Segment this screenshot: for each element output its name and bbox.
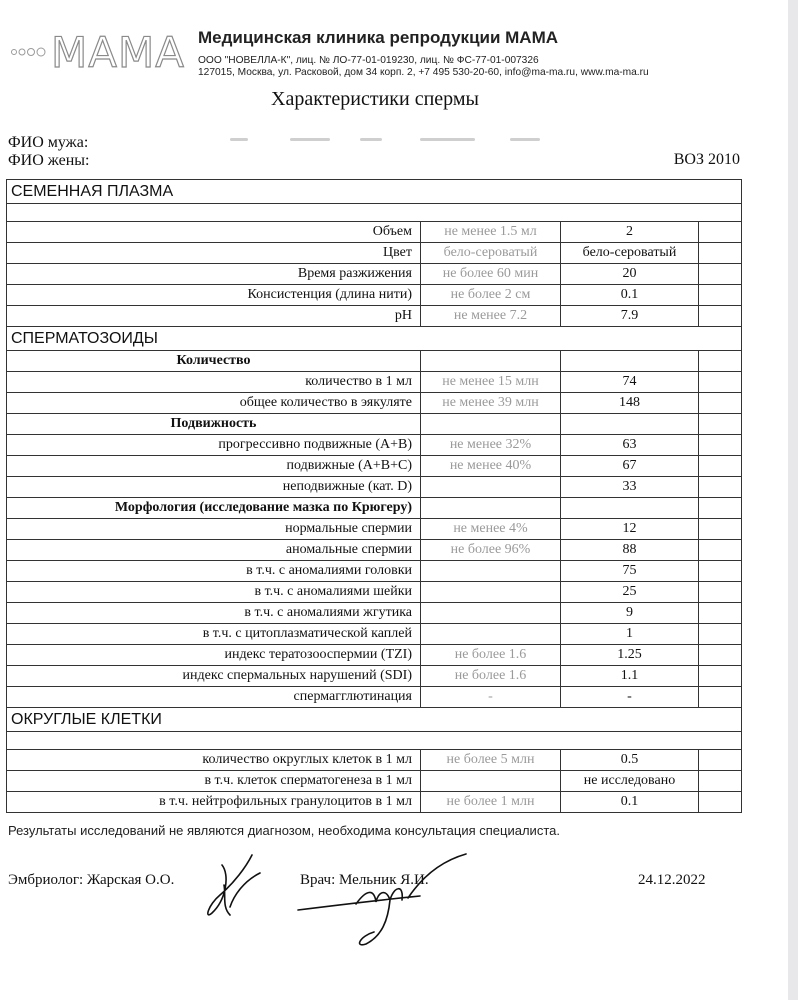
blank-cell [699,435,742,456]
result-row [7,603,742,624]
result-row [7,243,742,264]
blank-cell [699,603,742,624]
document-title: Характеристики спермы [271,88,479,110]
blank-cell [699,540,742,561]
parameter-name: количество округлых клеток в 1 мл [7,750,421,771]
reference-norm: бело-сероватый [421,243,561,264]
result-value: 9 [561,603,699,624]
blank-cell [699,624,742,645]
parameter-name: аномальные спермии [7,540,421,561]
blank-cell [699,750,742,771]
result-row [7,792,742,813]
result-row [7,624,742,645]
result-row [7,582,742,603]
result-value: 20 [561,264,699,285]
blank-cell [421,351,561,372]
parameter-name: в т.ч. с аномалиями жгутика [7,603,421,624]
section-plasma [7,180,742,204]
count-subheader-label: Количество [7,351,421,372]
result-row [7,264,742,285]
wife-name-label: ФИО жены: [8,152,90,169]
redacted-name [230,138,560,148]
parameter-name: pH [7,306,421,327]
result-row [7,285,742,306]
parameter-name: нормальные спермии [7,519,421,540]
round-cells-spacer-cell [7,732,742,750]
blank-cell [699,771,742,792]
result-row [7,519,742,540]
section-plasma-title: СЕМЕННАЯ ПЛАЗМА [7,180,742,204]
result-row [7,666,742,687]
result-row [7,222,742,243]
motility-subheader-label: Подвижность [7,414,421,435]
blank-cell [699,414,742,435]
result-value: 0.1 [561,285,699,306]
reference-norm: не менее 4% [421,519,561,540]
result-row [7,687,742,708]
reference-norm [421,561,561,582]
result-row [7,435,742,456]
disclaimer: Результаты исследований не являются диагнозом, необходима консультация специалиста. [8,823,560,838]
section-round-cells-title: ОКРУГЛЫЕ КЛЕТКИ [7,708,742,732]
reference-norm: - [421,687,561,708]
reference-norm: не более 1.6 [421,645,561,666]
result-value: бело-сероватый [561,243,699,264]
parameter-name: в т.ч. с аномалиями шейки [7,582,421,603]
result-row [7,393,742,414]
result-row [7,771,742,792]
blank-cell [699,666,742,687]
svg-text:MAMA: MAMA [51,28,185,74]
blank-cell [699,351,742,372]
reference-norm: не менее 40% [421,456,561,477]
reference-norm: не более 96% [421,540,561,561]
blank-cell [699,372,742,393]
reference-norm [421,771,561,792]
result-value: 0.5 [561,750,699,771]
result-value: - [561,687,699,708]
parameter-name: в т.ч. с аномалиями головки [7,561,421,582]
blank-cell [699,393,742,414]
blank-cell [699,222,742,243]
result-value: 148 [561,393,699,414]
reference-norm: не более 2 см [421,285,561,306]
blank-cell [699,645,742,666]
blank-cell [421,498,561,519]
round-cells-spacer [7,732,742,750]
reference-norm: не более 1.6 [421,666,561,687]
blank-cell [561,351,699,372]
parameter-name: спермагглютинация [7,687,421,708]
result-value: 25 [561,582,699,603]
reference-norm: не менее 32% [421,435,561,456]
section-round-cells [7,708,742,732]
blank-cell [561,498,699,519]
result-value: 67 [561,456,699,477]
result-row [7,477,742,498]
plasma-spacer [7,204,742,222]
blank-cell [699,285,742,306]
blank-cell [699,561,742,582]
parameter-name: неподвижные (кат. D) [7,477,421,498]
motility-subheader [7,414,742,435]
embryologist-signature [200,845,280,935]
parameter-name: подвижные (A+B+C) [7,456,421,477]
result-value: 74 [561,372,699,393]
who-standard: ВОЗ 2010 [673,151,740,168]
parameter-name: Время разжижения [7,264,421,285]
reference-norm: не более 5 млн [421,750,561,771]
blank-cell [699,498,742,519]
result-row [7,372,742,393]
parameter-name: в т.ч. клеток сперматогенеза в 1 мл [7,771,421,792]
blank-cell [699,792,742,813]
result-value: 88 [561,540,699,561]
blank-cell [699,687,742,708]
reference-norm: не менее 39 млн [421,393,561,414]
blank-cell [699,264,742,285]
parameter-name: количество в 1 мл [7,372,421,393]
page-edge [788,0,798,1000]
parameter-name: прогрессивно подвижные (A+B) [7,435,421,456]
parameter-name: Цвет [7,243,421,264]
morphology-subheader-label: Морфология (исследование мазка по Крюгеру) [7,498,421,519]
count-subheader [7,351,742,372]
result-value: 7.9 [561,306,699,327]
reference-norm: не более 60 мин [421,264,561,285]
embryologist: Эмбриолог: Жарская О.О. [8,872,175,888]
clinic-address: 127015, Москва, ул. Расковой, дом 34 корп. 2, +7 495 530-20-60, info@ma-ma.ru, www.ma-ma.ru [198,67,649,78]
result-value: 1.25 [561,645,699,666]
result-row [7,750,742,771]
reference-norm: не менее 15 млн [421,372,561,393]
blank-cell [699,456,742,477]
report-date: 24.12.2022 [638,872,706,888]
result-value: 63 [561,435,699,456]
parameter-name: индекс тератозооспермии (TZI) [7,645,421,666]
parameter-name: общее количество в эякуляте [7,393,421,414]
parameter-name: в т.ч. с цитоплазматической каплей [7,624,421,645]
section-sperm-title: СПЕРМАТОЗОИДЫ [7,327,742,351]
result-row [7,306,742,327]
result-value: 0.1 [561,792,699,813]
result-value: 75 [561,561,699,582]
blank-cell [699,582,742,603]
blank-cell [699,306,742,327]
doctor: Врач: Мельник Я.И. [300,872,429,888]
result-value: 1.1 [561,666,699,687]
parameter-name: в т.ч. нейтрофильных гранулоцитов в 1 мл [7,792,421,813]
blank-cell [699,243,742,264]
plasma-spacer-cell [7,204,742,222]
parameter-name: индекс спермальных нарушений (SDI) [7,666,421,687]
reference-norm: не более 1 млн [421,792,561,813]
blank-cell [699,477,742,498]
morphology-subheader [7,498,742,519]
parameter-name: Объем [7,222,421,243]
results-table [6,179,742,813]
clinic-name: Медицинская клиника репродукции МАМА [198,28,559,47]
clinic-license: ООО "НОВЕЛЛА-К", лиц. № ЛО-77-01-019230, лиц. № ФС-77-01-007326 [198,55,539,66]
husband-name-label: ФИО мужа: [8,134,89,151]
blank-cell [699,519,742,540]
result-row [7,456,742,477]
reference-norm: не менее 1.5 мл [421,222,561,243]
blank-cell [561,414,699,435]
result-row [7,645,742,666]
result-value: 2 [561,222,699,243]
result-value: 1 [561,624,699,645]
result-row [7,540,742,561]
reference-norm [421,582,561,603]
result-row [7,561,742,582]
clinic-logo [6,26,188,74]
results-table-body [7,180,742,813]
result-value: не исследовано [561,771,699,792]
reference-norm [421,603,561,624]
result-value: 33 [561,477,699,498]
reference-norm [421,477,561,498]
reference-norm [421,624,561,645]
blank-cell [421,414,561,435]
result-value: 12 [561,519,699,540]
reference-norm: не менее 7.2 [421,306,561,327]
doctor-signature [270,840,490,950]
section-sperm [7,327,742,351]
parameter-name: Консистенция (длина нити) [7,285,421,306]
